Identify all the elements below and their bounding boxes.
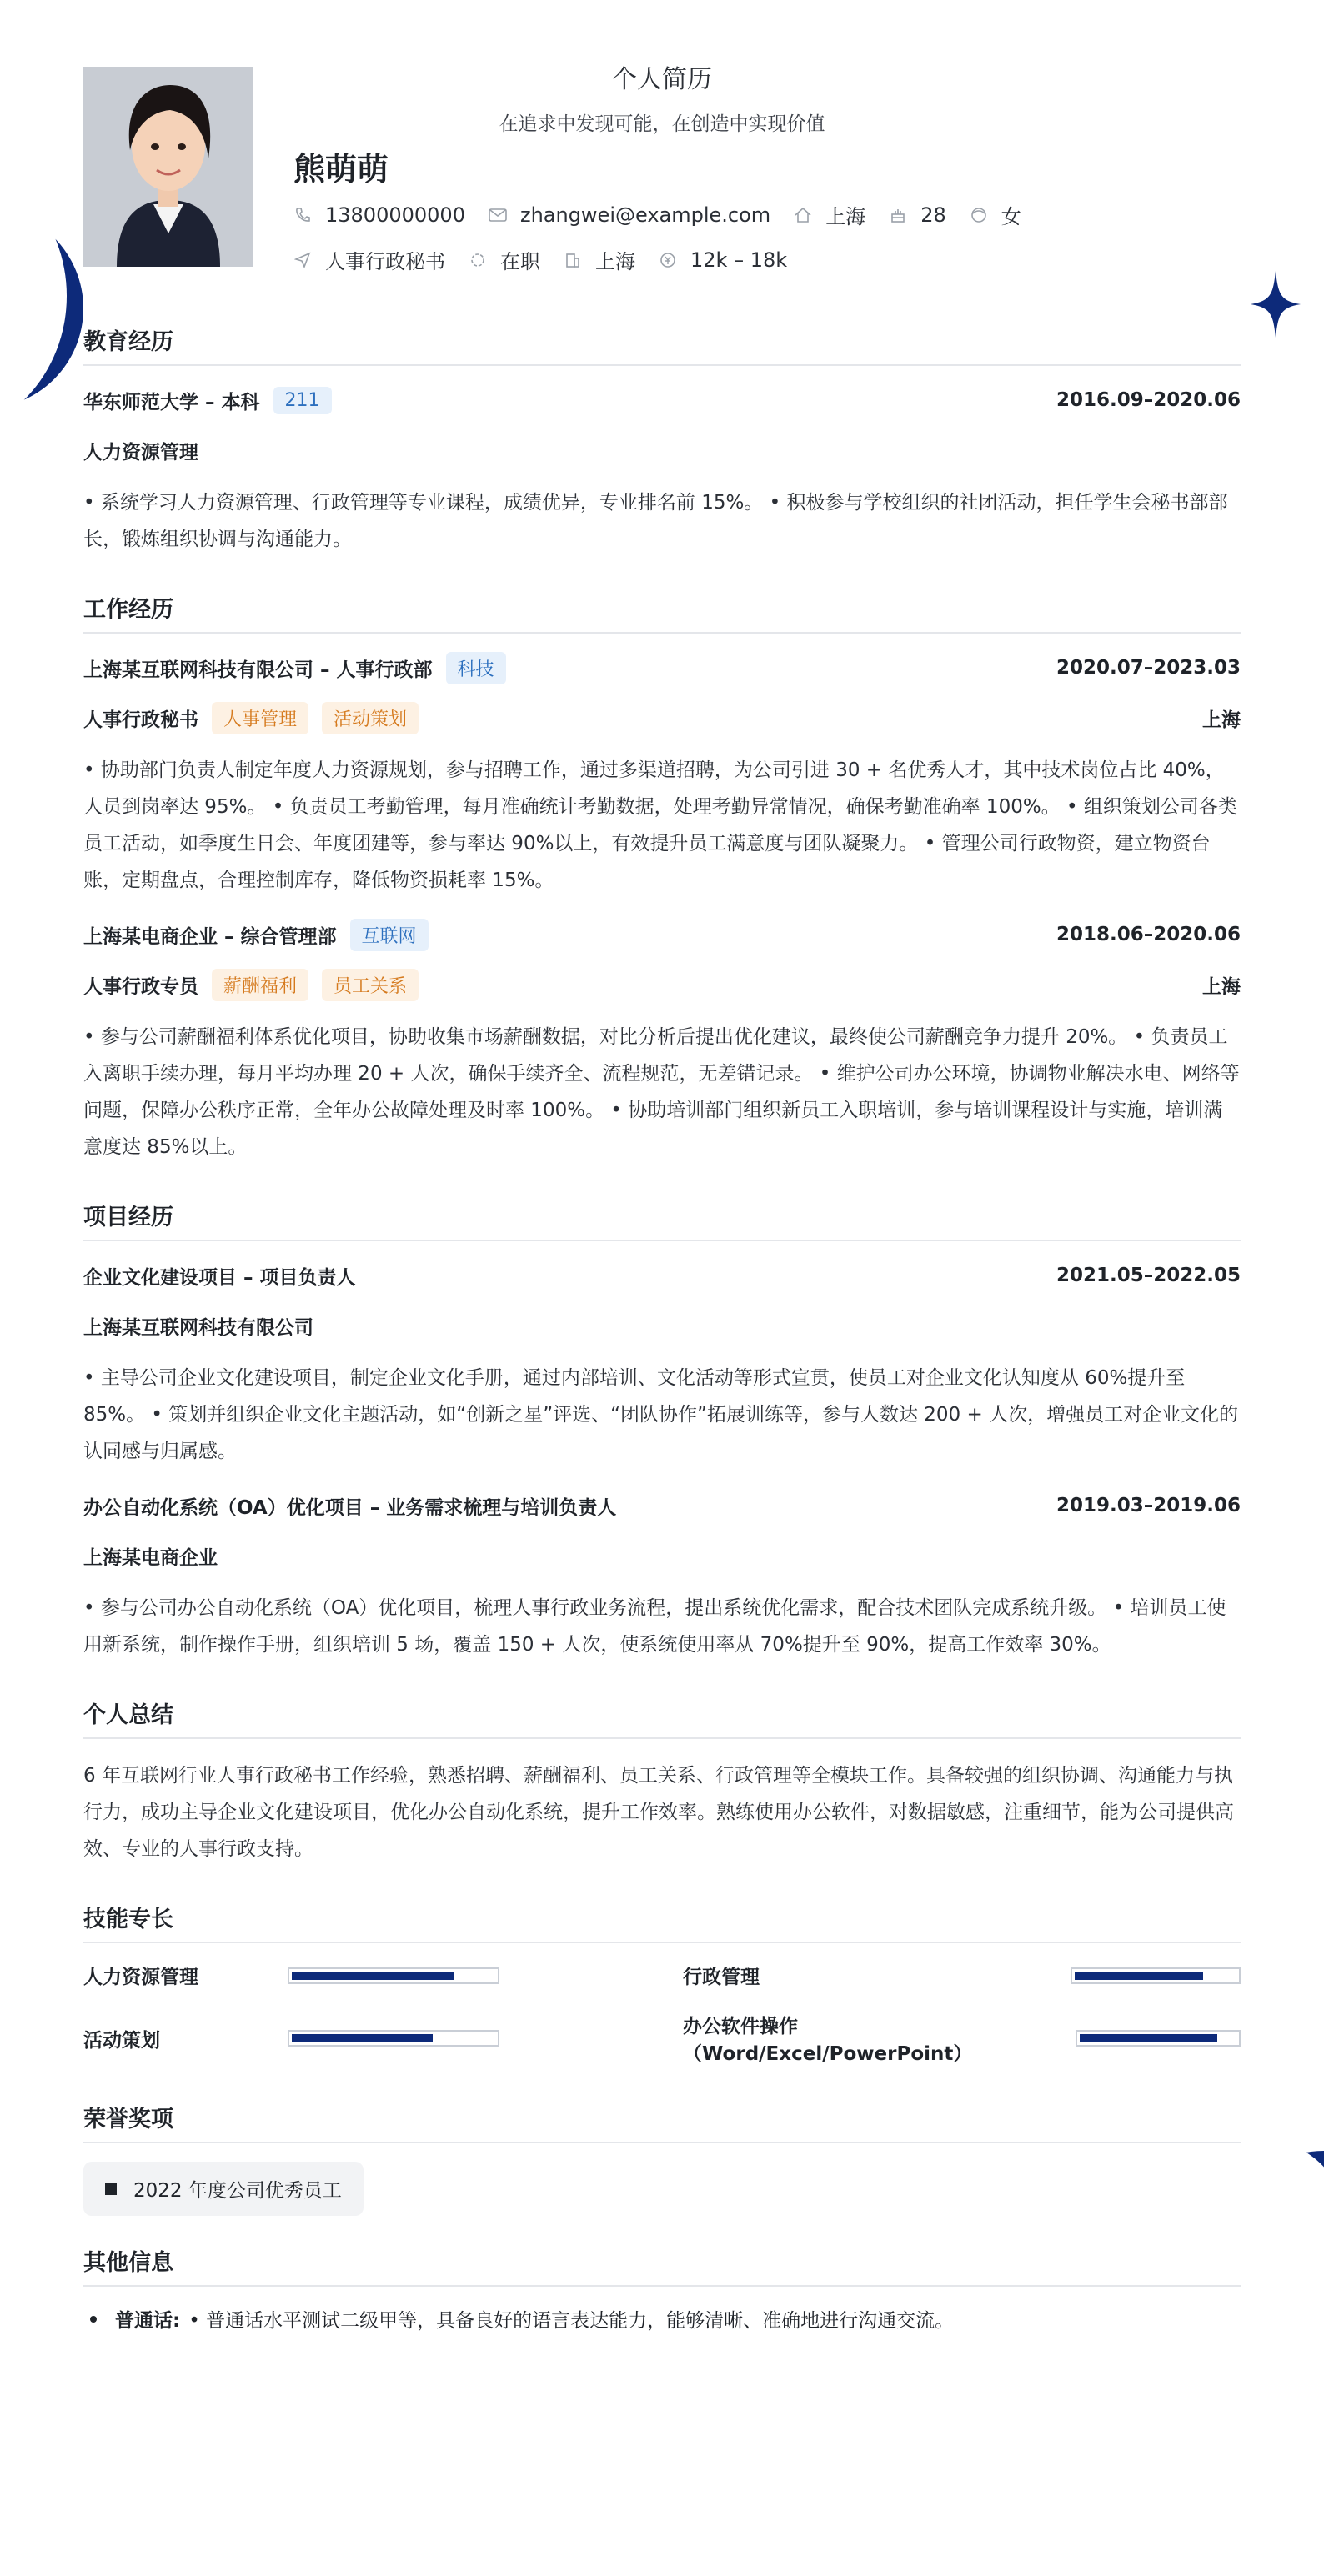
skill-level-bar	[288, 2030, 499, 2047]
major-name: 人力资源管理	[83, 441, 198, 464]
sparkle-star-icon	[1251, 271, 1301, 338]
gender-item	[970, 200, 1021, 229]
gender-value: 女	[1001, 205, 1021, 228]
job-period: 2020.07–2023.03	[1056, 657, 1241, 679]
skill-item	[83, 1962, 641, 1989]
page-title: 个人简历	[612, 65, 712, 94]
phone-value: 13800000000	[325, 203, 465, 227]
project-entry	[83, 1260, 1241, 1470]
age-item	[889, 203, 946, 227]
mail-icon	[489, 206, 507, 224]
project-period: 2019.03–2019.06	[1056, 1495, 1241, 1516]
position-value: 人事行政秘书	[325, 250, 445, 273]
project-company: 上海某互联网科技有限公司	[83, 1316, 313, 1339]
home-item	[794, 200, 865, 229]
job-location: 上海	[1202, 975, 1241, 998]
skill-tag: 活动策划	[322, 702, 419, 734]
avatar	[83, 67, 253, 267]
work-section	[83, 591, 1241, 1165]
project-description: • 主导公司企业文化建设项目，制定企业文化手册，通过内部培训、文化活动等形式宣贯，使员工对企业文化认知度从 60%提升至 85%。 • 策划并组织企业文化主题活动，如“创新之星”评选、“团队协作”拓展训练等，参与人数达 200 + 人次，增强员工对企业文化的认同感与归属感。	[83, 1367, 1239, 1462]
industry-tag: 互联网	[350, 919, 429, 951]
other-item	[83, 2305, 1241, 2333]
skill-tag: 人事管理	[212, 702, 308, 734]
section-title: 工作经历	[83, 591, 1241, 634]
education-description: • 系统学习人力资源管理、行政管理等专业课程，成绩优异，专业排名前 15%。 • 积极参与学校组织的社团活动，担任学生会秘书部部长，锻炼组织协调与沟通能力。	[83, 492, 1228, 550]
skill-name: 办公软件操作（Word/Excel/PowerPoint）	[683, 2016, 973, 2065]
cake-icon	[889, 206, 907, 224]
job-role: 人事行政专员	[83, 975, 198, 998]
skill-level-bar	[288, 1967, 499, 1984]
send-icon	[293, 251, 312, 269]
skill-item	[683, 2011, 1241, 2066]
email-value: zhangwei@example.com	[519, 203, 771, 227]
skill-item	[683, 1962, 1241, 1989]
home-icon	[794, 206, 812, 224]
project-company: 上海某电商企业	[83, 1546, 218, 1569]
major-line	[83, 434, 1241, 466]
project-entry	[83, 1490, 1241, 1663]
status-icon	[469, 251, 487, 269]
award-text: 2022 年度公司优秀员工	[133, 2180, 342, 2202]
section-title: 技能专长	[83, 1901, 1241, 1943]
age-value: 28	[920, 203, 946, 227]
school-name: 华东师范大学 – 本科	[83, 391, 260, 413]
job-entry	[83, 919, 1241, 1165]
skill-tag: 薪酬福利	[212, 969, 308, 1001]
bullet-square-icon	[105, 2183, 117, 2195]
school-tag: 211	[273, 387, 332, 414]
skill-item	[83, 2011, 641, 2066]
coin-icon	[659, 251, 677, 269]
section-title: 项目经历	[83, 1199, 1241, 1241]
skill-tag: 员工关系	[322, 969, 419, 1001]
section-title: 个人总结	[83, 1696, 1241, 1739]
summary-text: 6 年互联网行业人事行政秘书工作经验，熟悉招聘、薪酬福利、员工关系、行政管理等全模块工作。具备较强的组织协调、沟通能力与执行力，成功主导企业文化建设项目，优化办公自动化系统，提升工作效率。熟练使用办公软件，对数据敏感，注重细节，能为公司提供高效、专业的人事行政支持。	[83, 1765, 1234, 1860]
salary-value: 12k – 18k	[690, 248, 788, 272]
company-name: 上海某互联网科技有限公司 – 人事行政部	[83, 659, 433, 681]
section-title: 其他信息	[83, 2244, 1241, 2287]
decorative-left-cut	[0, 154, 67, 438]
candidate-name: 熊萌萌	[293, 151, 389, 188]
contact-row	[293, 200, 1045, 229]
status-value: 在职	[500, 250, 540, 273]
skills-section	[83, 1901, 1241, 2066]
email-item	[489, 203, 770, 227]
education-header	[83, 384, 1241, 416]
skill-name: 人力资源管理	[83, 1967, 198, 1988]
job-location: 上海	[1202, 709, 1241, 731]
bullet-dot-icon	[90, 2316, 97, 2323]
phone-item	[293, 203, 465, 227]
job-period: 2018.06–2020.06	[1056, 924, 1241, 945]
education-section	[83, 323, 1241, 558]
job-description: • 参与公司薪酬福利体系优化项目，协助收集市场薪酬数据，对比分析后提出优化建议，最终使公司薪酬竞争力提升 20%。 • 负责员工入离职手续办理，每月平均办理 20 + 人次，确保手续齐全、流程规范，无差错记录。 • 维护公司办公环境，协调物业解决水电、网络等问题，保障办公秩序正常，全年办公故障处理及时率 100%。 • 协助培训部门组织新员工入职培训，参与培训课程设计与实施，培训满意度达 85%以上。	[83, 1026, 1240, 1158]
project-name: 办公自动化系统（OA）优化项目 – 业务需求梳理与培训负责人	[83, 1496, 617, 1519]
position-item	[293, 245, 445, 274]
summary-section	[83, 1696, 1241, 1867]
page-subtitle: 在追求中发现可能，在创造中实现价值	[499, 113, 825, 135]
other-label: 普通话:	[115, 2310, 181, 2332]
project-description: • 参与公司办公自动化系统（OA）优化项目，梳理人事行政业务流程，提出系统优化需求，配合技术团队完成系统升级。 • 培训员工使用新系统，制作操作手册，组织培训 5 场，覆盖 150 + 人次，使系统使用率从 70%提升至 90%，提高工作效率 30%。	[83, 1597, 1226, 1656]
company-name: 上海某电商企业 – 综合管理部	[83, 925, 337, 948]
skills-grid	[83, 1962, 1241, 2066]
home-value: 上海	[825, 205, 866, 228]
phone-icon	[293, 206, 312, 224]
project-period: 2021.05–2022.05	[1056, 1265, 1241, 1286]
salary-item	[659, 248, 787, 272]
award-item	[83, 2162, 364, 2216]
city-value: 上海	[595, 250, 635, 273]
awards-section	[83, 2101, 1241, 2244]
education-period: 2016.09–2020.06	[1056, 389, 1241, 411]
other-section	[83, 2244, 1241, 2333]
section-title: 荣誉奖项	[83, 2101, 1241, 2143]
skill-name: 行政管理	[683, 1967, 760, 1988]
city-item	[564, 245, 635, 274]
status-item	[469, 245, 540, 274]
skill-level-bar	[1071, 1967, 1241, 1984]
job-description: • 协助部门负责人制定年度人力资源规划，参与招聘工作，通过多渠道招聘，为公司引进 30 + 名优秀人才，其中技术岗位占比 40%，人员到岗率达 95%。 • 负责员工考勤管理，每月准确统计考勤数据，处理考勤异常情况，确保考勤准确率 100%。 • 组织策划公司各类员工活动，如季度生日会、年度团建等，参与率达 90%以上，有效提升员工满意度与团队凝聚力。 • 管理公司行政物资，建立物资台账，定期盘点，合理控制库存，降低物资损耗率 15%。	[83, 759, 1237, 891]
job-role: 人事行政秘书	[83, 709, 198, 731]
job-intent-row	[293, 245, 810, 274]
other-text: • 普通话水平测试二级甲等，具备良好的语言表达能力，能够清晰、准确地进行沟通交流。	[188, 2310, 955, 2332]
skill-level-bar	[1076, 2030, 1241, 2047]
face-icon	[970, 206, 988, 224]
industry-tag: 科技	[446, 652, 506, 684]
building-icon	[564, 251, 582, 269]
section-title: 教育经历	[83, 323, 1241, 366]
projects-section	[83, 1199, 1241, 1663]
job-entry	[83, 652, 1241, 899]
project-name: 企业文化建设项目 – 项目负责人	[83, 1266, 356, 1289]
resume-body	[83, 323, 1241, 2333]
skill-name: 活动策划	[83, 2029, 160, 2052]
